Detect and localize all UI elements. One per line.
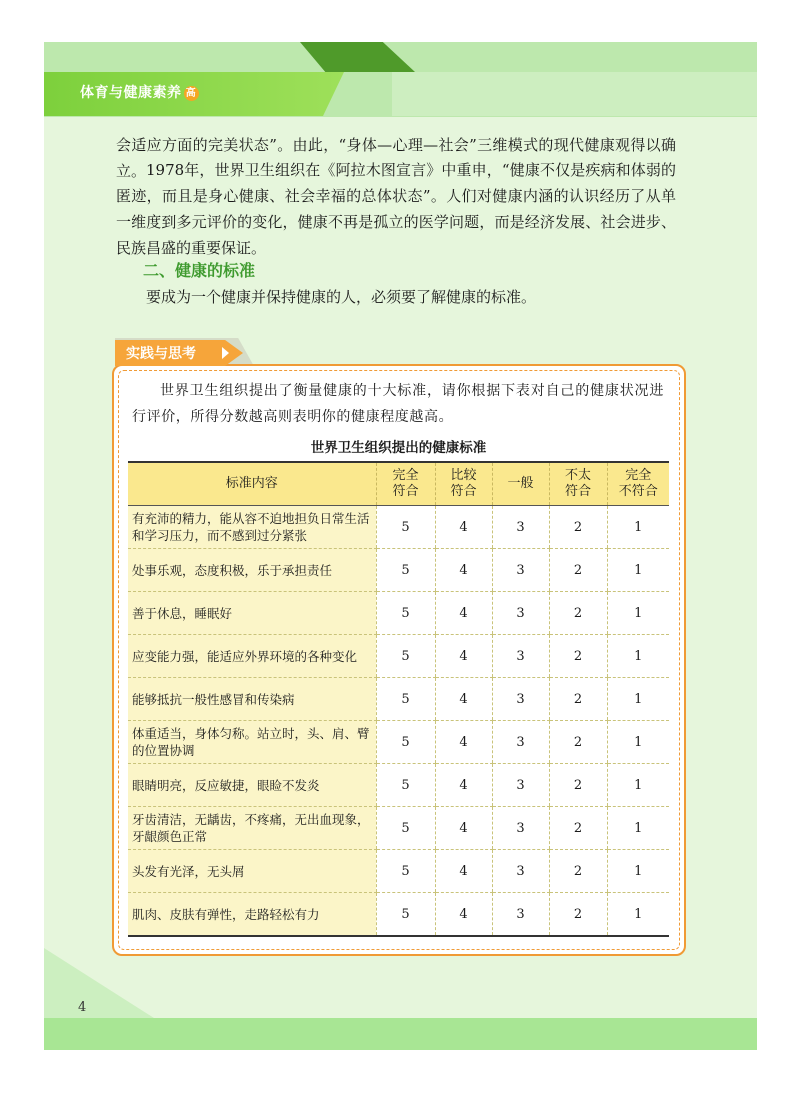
table-row (128, 721, 669, 764)
header-line: 比较 (450, 468, 477, 483)
score-cell: 1 (607, 678, 669, 721)
paragraph-3: 要成为一个健康并保持健康的人，必须要了解健康的标准。 (146, 288, 537, 306)
criterion-cell: 肌肉、皮肤有弹性，走路轻松有力 (128, 893, 376, 937)
table-row (128, 764, 669, 807)
score-cell: 5 (376, 592, 435, 635)
header-line: 完全 (625, 468, 652, 483)
table-row (128, 549, 669, 592)
header-line: 完全 (392, 468, 419, 483)
score-cell: 5 (376, 764, 435, 807)
score-cell: 5 (376, 506, 435, 549)
header-line: 符合 (450, 484, 477, 499)
header-line: 不符合 (618, 484, 658, 499)
header-line: 一般 (507, 476, 534, 491)
header-line: 符合 (564, 484, 591, 499)
score-cell: 4 (435, 764, 492, 807)
score-cell: 4 (435, 549, 492, 592)
score-cell: 5 (376, 678, 435, 721)
score-cell: 2 (549, 764, 607, 807)
table-row (128, 850, 669, 893)
score-cell: 3 (492, 678, 549, 721)
header-col-fully (376, 462, 435, 506)
score-cell: 1 (607, 850, 669, 893)
header-band-right (392, 72, 757, 116)
play-arrow-icon (222, 347, 229, 359)
header-col-mostly (435, 462, 492, 506)
score-cell: 2 (549, 721, 607, 764)
score-cell: 1 (607, 764, 669, 807)
table-body (128, 506, 669, 937)
page-number: 4 (78, 1000, 87, 1015)
criterion-cell: 处事乐观，态度积极，乐于承担责任 (128, 549, 376, 592)
score-cell: 3 (492, 721, 549, 764)
header-col-criteria (128, 462, 376, 506)
header-col-not (607, 462, 669, 506)
score-cell: 3 (492, 764, 549, 807)
score-cell: 4 (435, 678, 492, 721)
book-title (80, 82, 199, 102)
table-title: 世界卫生组织提出的健康标准 (310, 440, 487, 456)
criterion-cell: 体重适当，身体匀称。站立时，头、肩、臂的位置协调 (128, 721, 376, 764)
health-standards-table (128, 461, 669, 937)
score-cell: 2 (549, 549, 607, 592)
score-cell: 2 (549, 506, 607, 549)
table-row (128, 678, 669, 721)
header-col-slightly (549, 462, 607, 506)
score-cell: 5 (376, 807, 435, 850)
level-badge: 高 (184, 86, 199, 101)
score-cell: 1 (607, 721, 669, 764)
score-cell: 1 (607, 506, 669, 549)
score-cell: 1 (607, 592, 669, 635)
score-cell: 3 (492, 893, 549, 937)
paragraph-2: 1978年，世界卫生组织在《阿拉木图宣言》中重申，“健康不仅是疾病和体弱的匿迹，而且是身心健康、社会幸福的总体状态”。人们对健康内涵的认识经历了从单一维度到多元评价的变化，健康不再是孤立的医学问题，而是经济发展、社会进步、民族昌盛的重要保证。 (116, 161, 676, 257)
criterion-cell: 有充沛的精力，能从容不迫地担负日常生活和学习压力，而不感到过分紧张 (128, 506, 376, 549)
score-cell: 4 (435, 721, 492, 764)
table-row (128, 807, 669, 850)
table-header-row (128, 462, 669, 506)
score-cell: 1 (607, 635, 669, 678)
score-cell: 1 (607, 893, 669, 937)
score-cell: 1 (607, 807, 669, 850)
score-cell: 4 (435, 893, 492, 937)
practice-intro: 世界卫生组织提出了衡量健康的十大标准，请你根据下表对自己的健康状况进行评价，所得分数越高则表明你的健康程度越高。 (132, 383, 664, 425)
table-row (128, 592, 669, 635)
score-cell: 3 (492, 506, 549, 549)
score-cell: 3 (492, 549, 549, 592)
header-col-average (492, 462, 549, 506)
book-title-text: 体育与健康素养 (80, 85, 182, 101)
score-cell: 2 (549, 850, 607, 893)
score-cell: 3 (492, 635, 549, 678)
table-row (128, 635, 669, 678)
table-row (128, 893, 669, 937)
score-cell: 4 (435, 635, 492, 678)
criterion-cell: 善于休息，睡眠好 (128, 592, 376, 635)
score-cell: 5 (376, 721, 435, 764)
score-cell: 4 (435, 807, 492, 850)
score-cell: 3 (492, 807, 549, 850)
score-cell: 4 (435, 592, 492, 635)
score-cell: 4 (435, 850, 492, 893)
criterion-cell: 能够抵抗一般性感冒和传染病 (128, 678, 376, 721)
header-line: 符合 (392, 484, 419, 499)
criterion-cell: 应变能力强，能适应外界环境的各种变化 (128, 635, 376, 678)
section-title: 二、健康的标准 (143, 261, 256, 280)
criterion-cell: 牙齿清洁，无龋齿，不疼痛，无出血现象，牙龈颜色正常 (128, 807, 376, 850)
score-cell: 2 (549, 592, 607, 635)
score-cell: 2 (549, 893, 607, 937)
practice-label: 实践与思考 (126, 346, 196, 362)
header-line: 不太 (564, 468, 591, 483)
score-cell: 5 (376, 635, 435, 678)
footer-band (44, 1018, 757, 1050)
score-cell: 1 (607, 549, 669, 592)
score-cell: 5 (376, 893, 435, 937)
table-row (128, 506, 669, 549)
header-line: 标准内容 (225, 476, 278, 491)
criterion-cell: 头发有光泽，无头屑 (128, 850, 376, 893)
score-cell: 2 (549, 807, 607, 850)
score-cell: 3 (492, 850, 549, 893)
score-cell: 4 (435, 506, 492, 549)
score-cell: 2 (549, 678, 607, 721)
paragraph-1: 会适应方面的完美状态”。由此，“身体—心理—社会”三维模式的现代健康观得以确立。 (116, 136, 676, 180)
score-cell: 3 (492, 592, 549, 635)
score-cell: 5 (376, 850, 435, 893)
score-cell: 2 (549, 635, 607, 678)
criterion-cell: 眼睛明亮，反应敏捷，眼睑不发炎 (128, 764, 376, 807)
score-cell: 5 (376, 549, 435, 592)
